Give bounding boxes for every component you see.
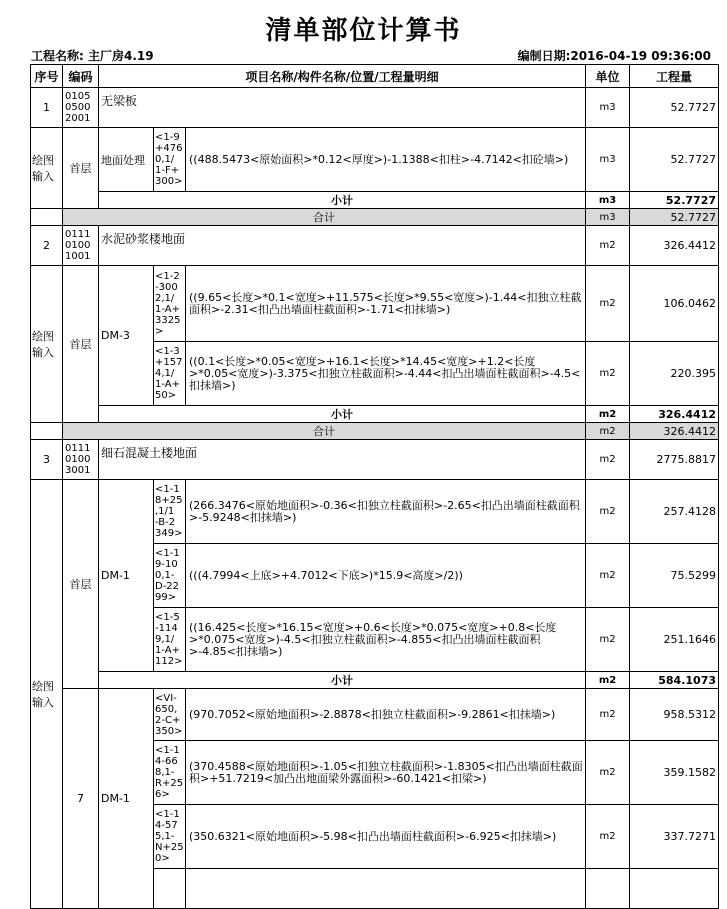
table-row: [31, 226, 719, 266]
total-qty: 52.7727: [630, 209, 719, 226]
group-label: 绘图 输入: [31, 480, 63, 909]
item-qty: 52.7727: [630, 88, 719, 128]
compile-date: 编制日期:2016-04-19 09:36:00: [517, 49, 711, 63]
subtotal-unit: m2: [586, 406, 630, 423]
position-cell: [154, 869, 186, 909]
subtotal-row: [31, 406, 719, 423]
subtotal-row: [31, 192, 719, 209]
row-qty: 251.1646: [630, 608, 719, 672]
header-code: 编码: [63, 65, 99, 88]
expression-cell: ((9.65<长度>*0.1<宽度>+11.575<长度>*9.55<宽度>)-1.44<扣独立柱截面积>-2.31<扣凸出墙面柱截面积>-1.71<扣抹墙>): [186, 266, 586, 342]
item-code: 0111 0100 1001: [63, 226, 99, 266]
header-qty: 工程量: [630, 65, 719, 88]
position-cell: <VI- 650, 2-C+ 350>: [154, 689, 186, 741]
table-row: [31, 689, 719, 741]
expression-cell: [186, 869, 586, 909]
table-row: [31, 440, 719, 480]
subtotal-qty: 52.7727: [630, 192, 719, 209]
total-unit: m3: [586, 209, 630, 226]
row-unit: m2: [586, 805, 630, 869]
position-cell: <1-1 4-57 5,1- N+25 0>: [154, 805, 186, 869]
subtotal-label: 小计: [99, 672, 586, 689]
row-qty: 958.5312: [630, 689, 719, 741]
row-unit: m2: [586, 342, 630, 406]
total-spacer: [31, 423, 63, 440]
position-cell: <1-1 8+25 ,1/1 -B-2 349>: [154, 480, 186, 544]
row-qty: 220.395: [630, 342, 719, 406]
row-unit: m2: [586, 741, 630, 805]
total-row: [31, 209, 719, 226]
row-unit: m2: [586, 689, 630, 741]
position-cell: <1-2 -300 2,1/ 1-A+ 3325 >: [154, 266, 186, 342]
expression-cell: ((488.5473<原始面积>*0.12<厚度>)-1.1388<扣柱>-4.7142<扣砼墙>): [186, 128, 586, 192]
position-cell: <1-5 -114 9,1/ 1-A+ 112>: [154, 608, 186, 672]
row-qty: 52.7727: [630, 128, 719, 192]
item-qty: 2775.8817: [630, 440, 719, 480]
component-label: DM-3: [99, 266, 154, 406]
item-code: 0111 0100 3001: [63, 440, 99, 480]
component-label: 地面处理: [99, 128, 154, 192]
component-label: DM-1: [99, 689, 154, 909]
expression-cell: (970.7052<原始地面积>-2.8878<扣独立柱截面积>-9.2861<扣抹墙>): [186, 689, 586, 741]
row-unit: m3: [586, 128, 630, 192]
row-unit: m2: [586, 266, 630, 342]
table-row: [31, 128, 719, 192]
subtotal-unit: m3: [586, 192, 630, 209]
position-cell: <1-9 +476 0,1/ 1-F+ 300>: [154, 128, 186, 192]
item-seq: 1: [31, 88, 63, 128]
item-code: 0105 0500 2001: [63, 88, 99, 128]
floor-label: 7: [63, 689, 99, 909]
position-cell: <1-3 +157 4,1/ 1-A+ 50>: [154, 342, 186, 406]
row-qty: 257.4128: [630, 480, 719, 544]
page-title: 清单部位计算书: [265, 16, 462, 46]
subtotal-label: 小计: [99, 406, 586, 423]
row-unit: [586, 869, 630, 909]
total-unit: m2: [586, 423, 630, 440]
subtotal-row: [31, 672, 719, 689]
floor-label: 首层: [63, 480, 99, 689]
header-unit: 单位: [586, 65, 630, 88]
row-unit: m2: [586, 544, 630, 608]
total-row: [31, 423, 719, 440]
position-cell: <1-1 4-66 8,1- R+25 6>: [154, 741, 186, 805]
header-seq: 序号: [31, 65, 63, 88]
subtotal-qty: 326.4412: [630, 406, 719, 423]
item-name: 无梁板: [99, 88, 586, 128]
total-qty: 326.4412: [630, 423, 719, 440]
group-label: 绘图 输入: [31, 266, 63, 423]
project-name: 工程名称: 主厂房4.19: [31, 49, 154, 63]
expression-cell: ((16.425<长度>*16.15<宽度>+0.6<长度>*0.075<宽度>+0.8<长度>*0.075<宽度>)-4.5<扣独立柱截面积>-4.855<扣凸出墙面柱截面积>-4.85<扣抹墙>): [186, 608, 586, 672]
group-label: 绘图 输入: [31, 128, 63, 209]
row-qty: 106.0462: [630, 266, 719, 342]
row-qty: 359.1582: [630, 741, 719, 805]
floor-label: 首层: [63, 266, 99, 423]
row-qty: [630, 869, 719, 909]
table-row: [31, 480, 719, 544]
total-label: 合计: [63, 423, 586, 440]
subtotal-qty: 584.1073: [630, 672, 719, 689]
header-detail: 项目名称/构件名称/位置/工程量明细: [99, 65, 586, 88]
row-unit: m2: [586, 480, 630, 544]
total-spacer: [31, 209, 63, 226]
item-unit: m3: [586, 88, 630, 128]
row-qty: 75.5299: [630, 544, 719, 608]
item-unit: m2: [586, 440, 630, 480]
subtotal-label: 小计: [99, 192, 586, 209]
item-unit: m2: [586, 226, 630, 266]
position-cell: <1-1 9-10 0,1- D-22 99>: [154, 544, 186, 608]
subtotal-unit: m2: [586, 672, 630, 689]
table-row: [31, 266, 719, 342]
item-seq: 2: [31, 226, 63, 266]
row-qty: 337.7271: [630, 805, 719, 869]
item-qty: 326.4412: [630, 226, 719, 266]
table-header-row: [31, 65, 719, 88]
table-row: [31, 88, 719, 128]
total-label: 合计: [63, 209, 586, 226]
expression-cell: (350.6321<原始地面积>-5.98<扣凸出墙面柱截面积>-6.925<扣抹墙>): [186, 805, 586, 869]
component-label: DM-1: [99, 480, 154, 672]
item-name: 细石混凝土楼地面: [99, 440, 586, 480]
item-name: 水泥砂浆楼地面: [99, 226, 586, 266]
calculation-table: [30, 64, 719, 909]
floor-label: 首层: [63, 128, 99, 209]
item-seq: 3: [31, 440, 63, 480]
expression-cell: (((4.7994<上底>+4.7012<下底>)*15.9<高度>/2)): [186, 544, 586, 608]
row-unit: m2: [586, 608, 630, 672]
expression-cell: ((0.1<长度>*0.05<宽度>+16.1<长度>*14.45<宽度>+1.2<长度>*0.05<宽度>)-3.375<扣独立柱截面积>-4.44<扣凸出墙面柱截面积>-4.5<扣抹墙>): [186, 342, 586, 406]
expression-cell: (266.3476<原始地面积>-0.36<扣独立柱截面积>-2.65<扣凸出墙面柱截面积>-5.9248<扣抹墙>): [186, 480, 586, 544]
expression-cell: (370.4588<原始地面积>-1.05<扣独立柱截面积>-1.8305<扣凸出墙面柱截面积>+51.7219<加凸出地面梁外露面积>-60.1421<扣梁>): [186, 741, 586, 805]
